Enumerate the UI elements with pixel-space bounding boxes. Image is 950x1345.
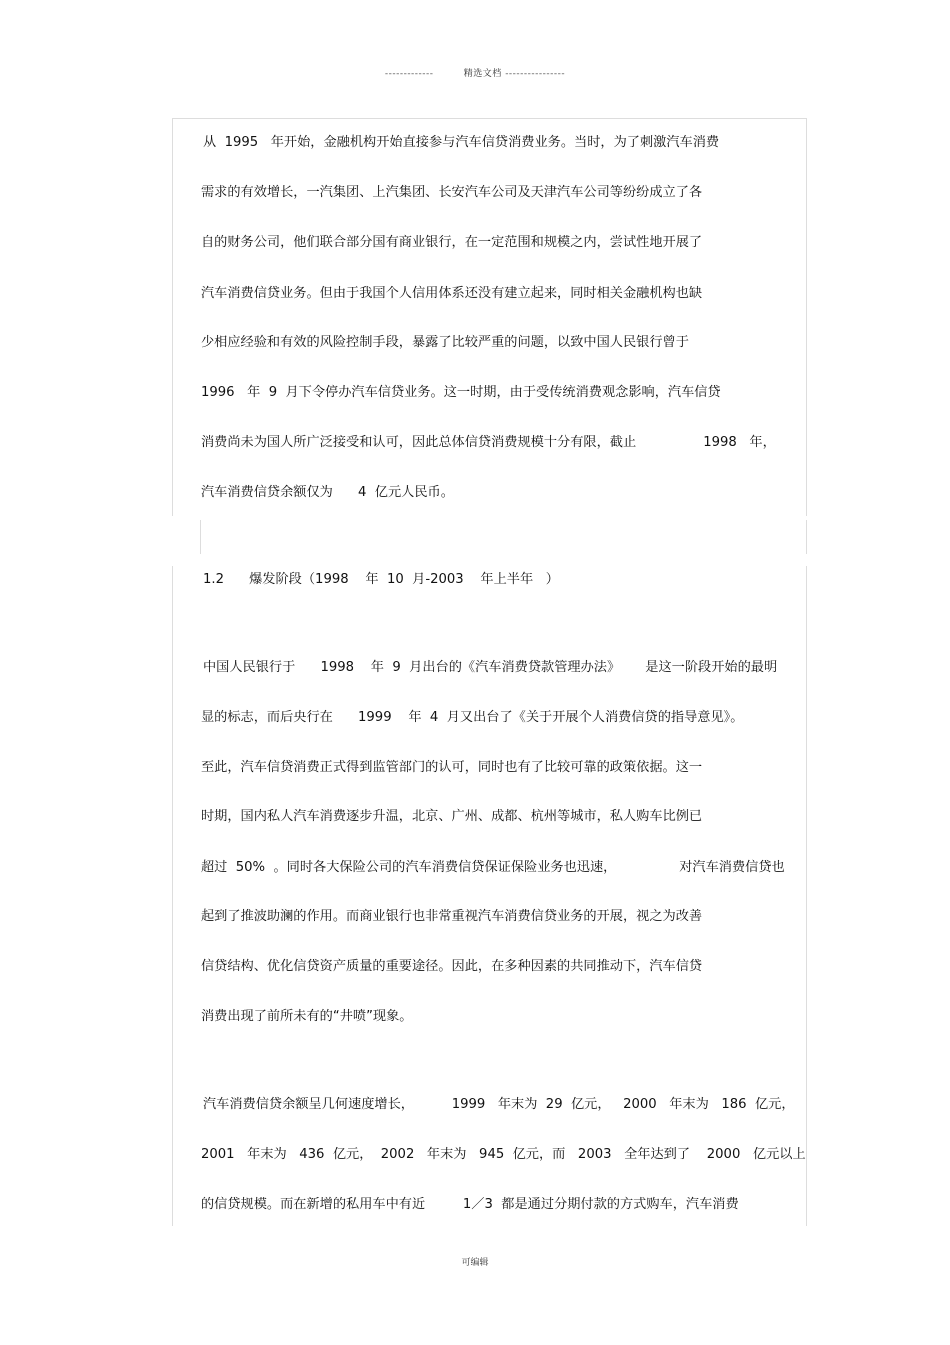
header-right-dashes: ---------------- bbox=[505, 69, 566, 79]
page-footer: 可编辑 bbox=[461, 1258, 489, 1268]
header-left-dashes: ------------- bbox=[384, 69, 434, 79]
frame-left-border-gap bbox=[200, 520, 201, 554]
text-line: 时期，国内私人汽车消费逐步升温，北京、广州、成都、杭州等城市，私人购车比例已 bbox=[201, 809, 703, 824]
text-line: 少相应经验和有效的风险控制手段，暴露了比较严重的问题，以致中国人民银行曾于 bbox=[201, 335, 689, 350]
text-line: 从 1995 年开始，金融机构开始直接参与汽车信贷消费业务。当时，为了刺激汽车消费 bbox=[203, 135, 720, 150]
frame-left-border-upper bbox=[172, 118, 173, 516]
text-line: 需求的有效增长，一汽集团、上汽集团、长安汽车公司及天津汽车公司等纷纷成立了各 bbox=[201, 185, 703, 200]
frame-left-border-lower bbox=[172, 566, 173, 1226]
header-title: 精选文档 bbox=[463, 69, 502, 79]
text-line: 显的标志，而后央行在 1999 年 4 月又出台了《关于开展个人消费信贷的指导意见》。 bbox=[201, 710, 744, 725]
frame-top-border bbox=[172, 118, 806, 119]
text-line: 汽车消费信贷业务。但由于我国个人信用体系还没有建立起来，同时相关金融机构也缺 bbox=[201, 286, 703, 301]
text-line: 2001 年末为 436 亿元， 2002 年末为 945 亿元，而 2003 全年达到了 2000 亿元以上 bbox=[201, 1147, 806, 1162]
frame-right-border-lower bbox=[806, 566, 807, 1226]
text-line: 起到了推波助澜的作用。而商业银行也非常重视汽车消费信贷业务的开展，视之为改善 bbox=[201, 909, 703, 924]
section-heading: 1.2 爆发阶段（1998 年 10 月-2003 年上半年 ） bbox=[203, 572, 559, 587]
text-line: 至此，汽车信贷消费正式得到监管部门的认可，同时也有了比较可靠的政策依据。这一 bbox=[201, 760, 703, 775]
text-line: 汽车消费信贷余额仅为 4 亿元人民币。 bbox=[201, 485, 454, 500]
text-line: 信贷结构、优化信贷资产质量的重要途径。因此，在多种因素的共同推动下，汽车信贷 bbox=[201, 959, 703, 974]
text-line: 消费尚未为国人所广泛接受和认可，因此总体信贷消费规模十分有限，截止 1998 年， bbox=[201, 435, 776, 450]
text-line: 超过 50% 。同时各大保险公司的汽车消费信贷保证保险业务也迅速， 对汽车消费信贷也 bbox=[201, 860, 785, 875]
frame-right-border-upper bbox=[806, 118, 807, 516]
frame-right-border-gap bbox=[806, 520, 807, 554]
text-line: 中国人民银行于 1998 年 9 月出台的《汽车消费贷款管理办法》 是这一阶段开始的最明 bbox=[203, 660, 778, 675]
text-line: 1996 年 9 月下令停办汽车信贷业务。这一时期，由于受传统消费观念影响，汽车信贷 bbox=[201, 385, 721, 400]
text-line: 自的财务公司，他们联合部分国有商业银行，在一定范围和规模之内，尝试性地开展了 bbox=[201, 235, 703, 250]
text-line: 的信贷规模。而在新增的私用车中有近 1／3 都是通过分期付款的方式购车，汽车消费 bbox=[201, 1197, 739, 1212]
text-line: 汽车消费信贷余额呈几何速度增长， 1999 年末为 29 亿元， 2000 年末为 186 亿元， bbox=[203, 1097, 795, 1112]
text-line: 消费出现了前所未有的“井喷”现象。 bbox=[201, 1009, 413, 1024]
page-header bbox=[0, 66, 950, 79]
